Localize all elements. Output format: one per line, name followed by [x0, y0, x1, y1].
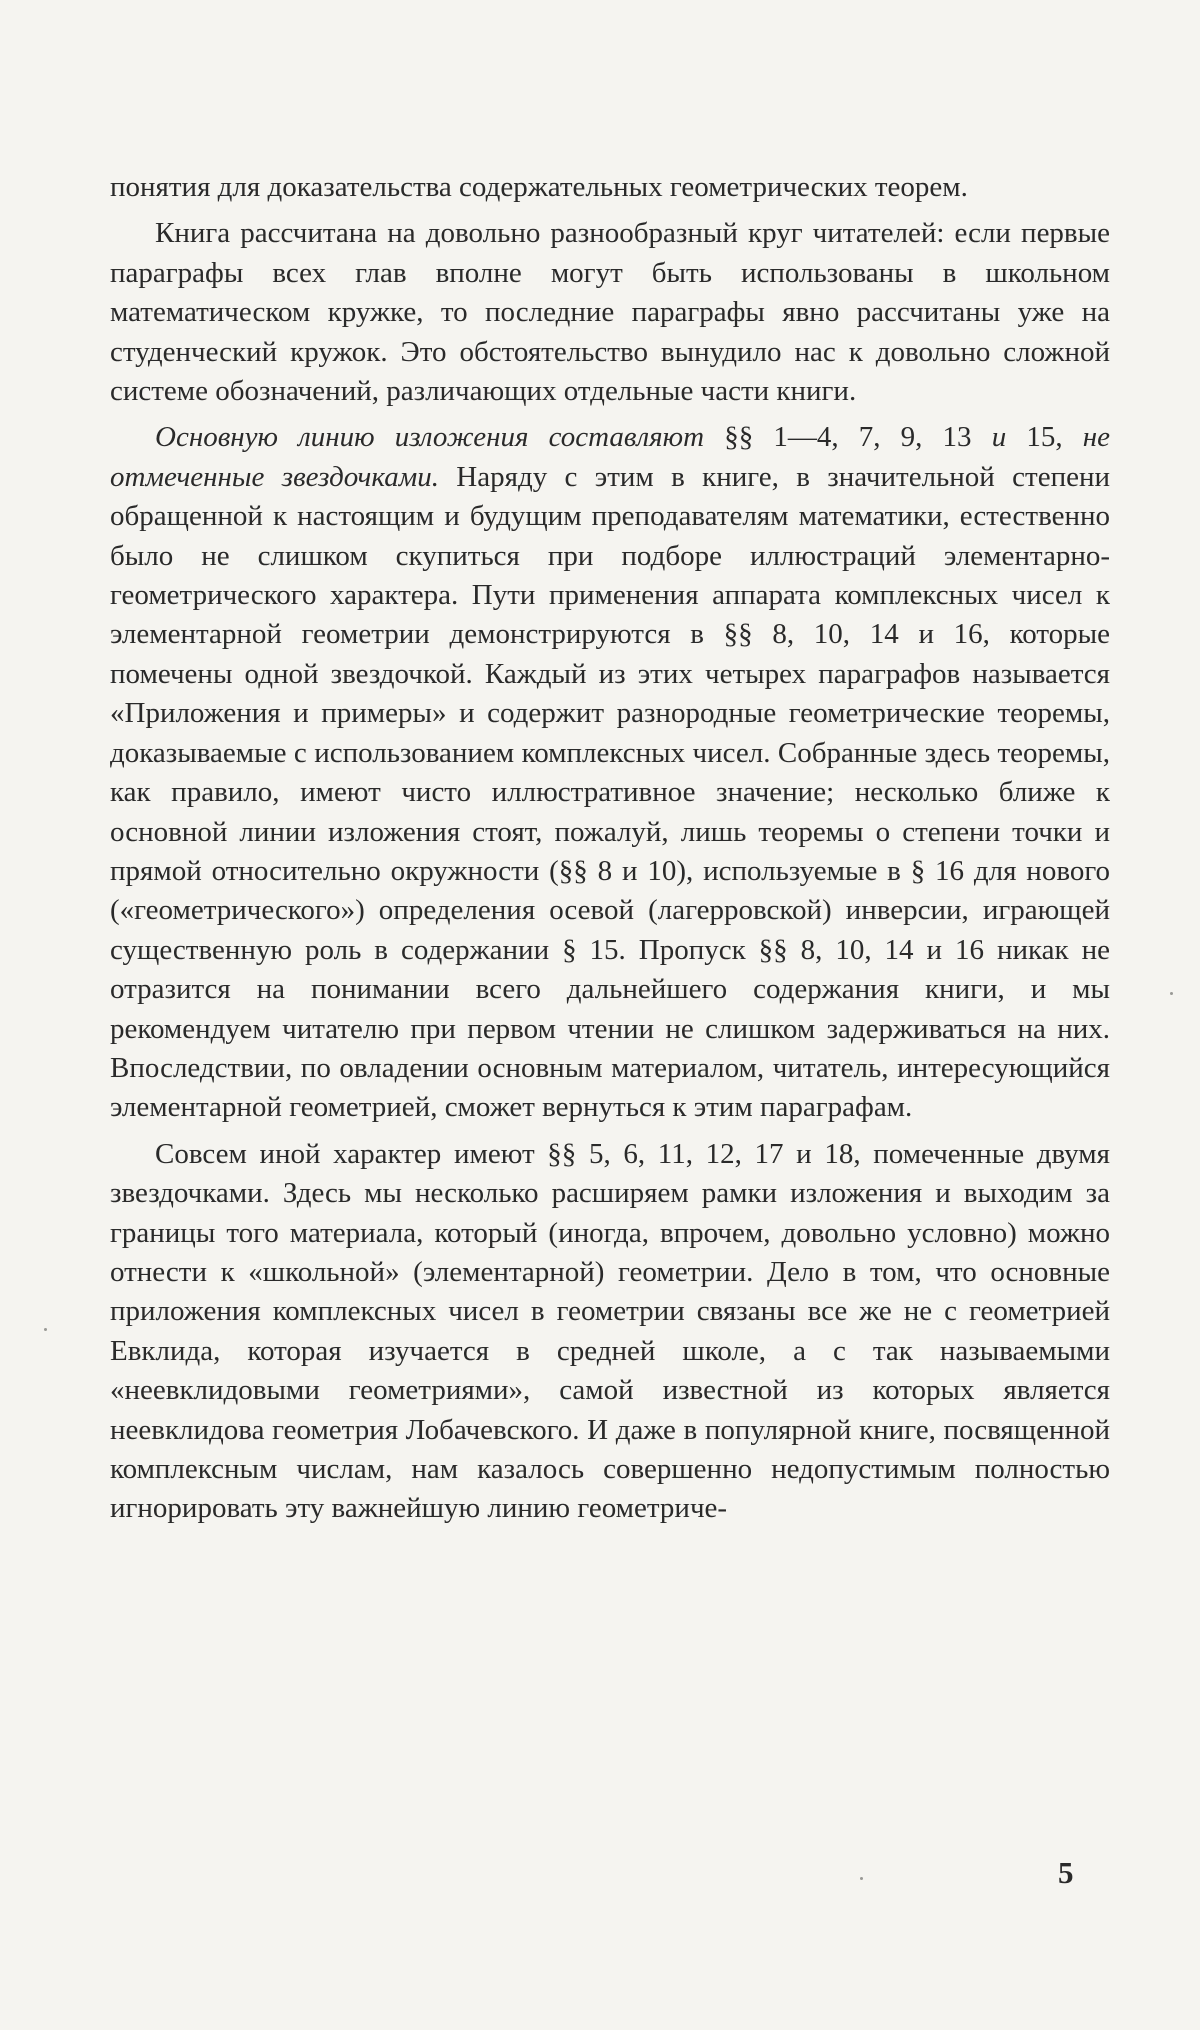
page-number: 5 [1058, 1855, 1074, 1890]
page-text [110, 168, 1110, 1529]
text-run: Совсем иной характер имеют §§ 5, 6, 11, 12, 17 и 18, помеченные двумя звездочками. Здесь мы несколько расширяем рамки изложения и выходим за границы того материала, который (иногда, впрочем, довольно условно) можно отнести к «школьной» (элементарной) геометрии. Дело в том, что основные приложения комплексных чисел в геометрии связаны все же не с геометрией Евклида, которая изучается в средней школе, а с так называемыми «неевклидовыми геометриями», самой известной из которых является неевклидова геометрия Лобачевского. И даже в популярной книге, посвященной комплексным числам, нам казалось совершенно недопустимым полностью игнорировать эту важнейшую линию геометриче- [110, 1137, 1110, 1525]
paragraph-4 [110, 1135, 1110, 1529]
text-run: Наряду с этим в книге, в значительной степени обращенной к настоящим и будущим преподавателям математики, естественно было не слишком скупиться при подборе иллюстраций элементарно-геометрического характера. Пути применения аппарата комплексных чисел к элементарной геометрии демонстрируются в §§ 8, 10, 14 и 16, которые помечены одной звездочкой. Каждый из этих четырех параграфов называется «Приложения и примеры» и содержит разнородные геометрические теоремы, доказываемые с использованием комплексных чисел. Собранные здесь теоремы, как правило, имеют чисто иллюстративное значение; несколько ближе к основной линии изложения стоят, пожалуй, лишь теоремы о степени точки и прямой относительно окружности (§§ 8 и 10), используемые в § 16 для нового («геометрического») определения осевой (лагерровской) инверсии, играющей существенную роль в содержании § 15. Пропуск §§ 8, 10, 14 и 16 никак не отразится на понимании всего дальнейшего содержания книги, и мы рекомендуем читателю при первом чтении не слишком задерживаться на них. Впоследствии, по овладении основным материалом, читатель, интересующийся элементарной геометрией, сможет вернуться к этим параграфам. [110, 460, 1110, 1124]
text-run: Книга рассчитана на довольно разнообразный круг читателей: если первые параграфы всех глав вполне могут быть использованы в школьном математическом кружке, то последние параграфы явно рассчитаны уже на студенческий кружок. Это обстоятельство вынудило нас к довольно сложной системе обозначений, различающих отдельные части книги. [110, 217, 1110, 408]
italic-run: не отмеченные звездочками. [110, 421, 1111, 493]
italic-run: Основную линию изложения составляют [155, 421, 725, 454]
paragraph-1 [110, 168, 1110, 207]
paragraph-2 [110, 214, 1110, 411]
paper-speck [1170, 992, 1173, 995]
text-run: §§ 1—4, 7, 9, 13 [724, 421, 992, 454]
text-run: понятия для доказательства содержательных геометрических теорем. [110, 171, 968, 203]
paper-speck [44, 1328, 47, 1331]
italic-run: и [991, 421, 1027, 454]
text-run: 15, [1026, 421, 1083, 454]
paragraph-3 [110, 418, 1110, 1127]
paper-speck [860, 1877, 863, 1880]
